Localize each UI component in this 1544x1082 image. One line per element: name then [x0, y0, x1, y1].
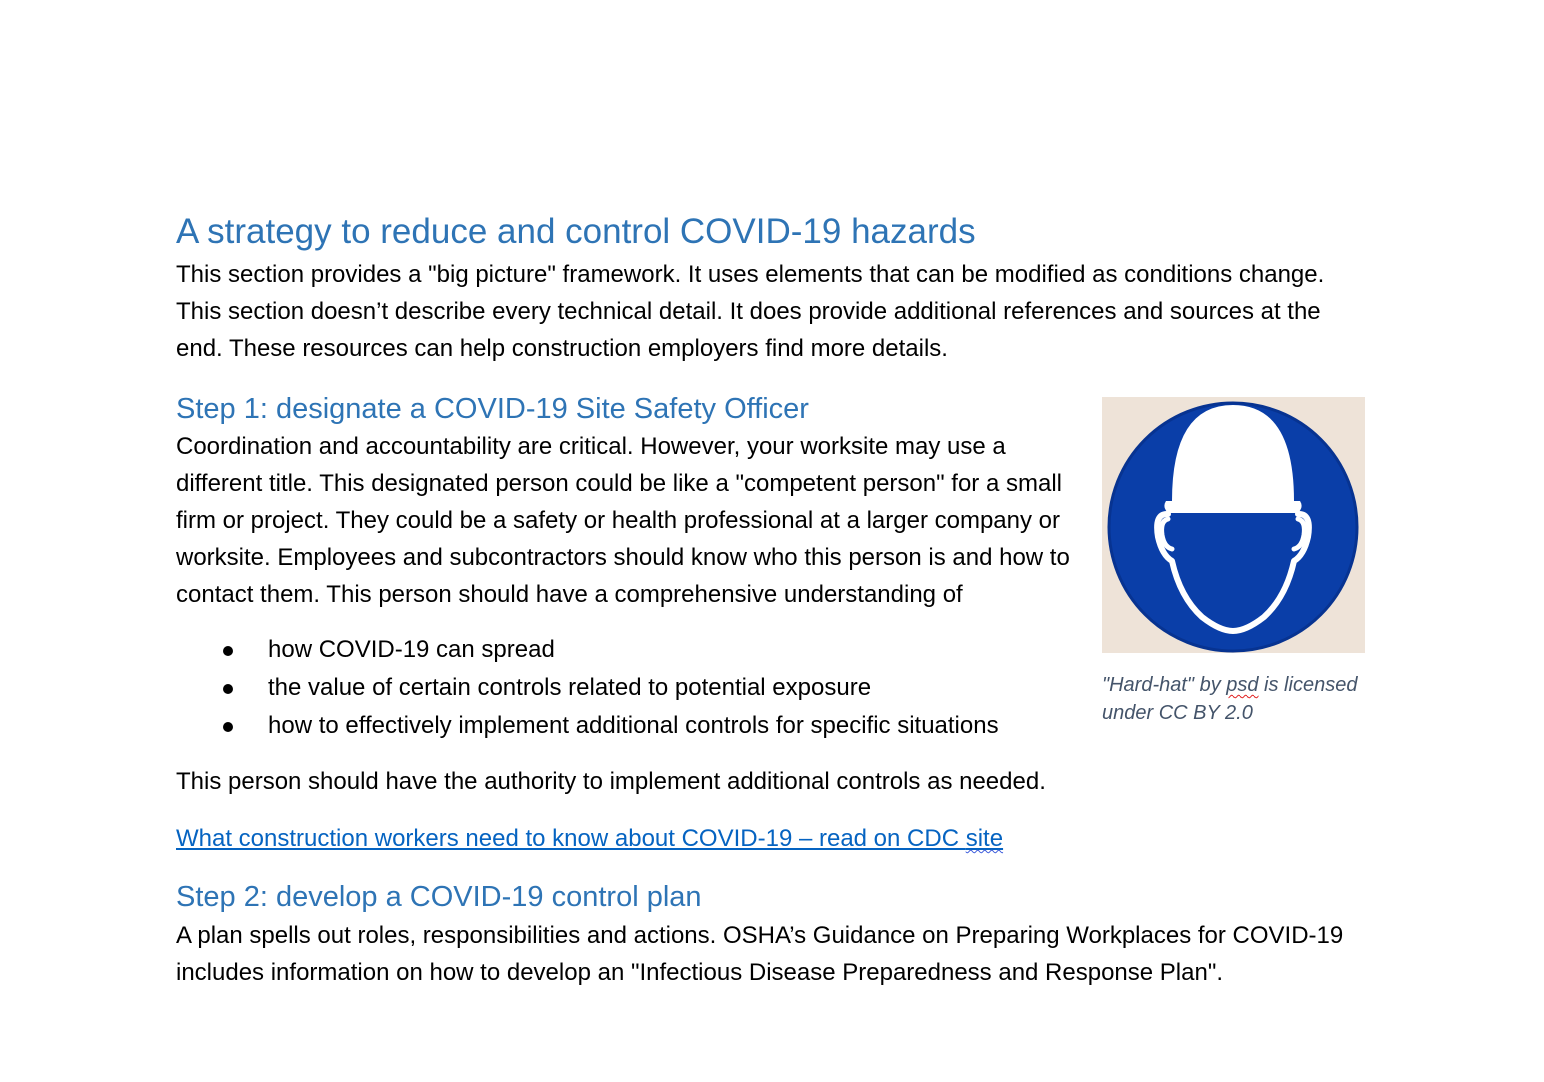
- cdc-link[interactable]: [176, 820, 1003, 857]
- caption-author: psd: [1226, 674, 1259, 696]
- bullet-icon: [223, 722, 233, 732]
- list-item-text: the value of certain controls related to potential exposure: [268, 674, 872, 701]
- authority-paragraph: This person should have the authority to implement additional controls as needed.: [176, 768, 1046, 795]
- caption-prefix: "Hard-hat" by: [1102, 674, 1227, 696]
- bullet-icon: [223, 684, 233, 694]
- figure-caption: [1102, 671, 1365, 727]
- list-item-text: how to effectively implement additional controls for specific situations: [268, 712, 999, 739]
- step1-paragraph: Coordination and accountability are critical. However, your worksite may use a different title. This designated person could be like a "competent person" for a small firm or project. They could be a safety or health professional at a larger company or worksite. Employees and subcontractors should know who this person is and how to contact them. This person should have a comprehensive understanding of: [176, 433, 1070, 608]
- step2-heading: Step 2: develop a COVID-19 control plan: [176, 881, 702, 913]
- figure: [1102, 397, 1365, 727]
- bullet-icon: [223, 646, 233, 656]
- intro-paragraph: This section provides a "big picture" framework. It uses elements that can be modified as conditions change. This section doesn’t describe every technical detail. It does provide additional references and sources at the end. These resources can help construction employers find more details.: [176, 261, 1325, 362]
- page-title: A strategy to reduce and control COVID-19 hazards: [176, 212, 976, 251]
- hard-hat-sign-icon: [1102, 397, 1365, 653]
- step2-paragraph: A plan spells out roles, responsibilities and actions. OSHA’s Guidance on Preparing Workplaces for COVID-19 includes information on how to develop an "Infectious Disease Preparedness and Response Plan".: [176, 922, 1344, 986]
- caption-suffix: is licensed under CC BY 2.0: [1102, 674, 1358, 724]
- list-item-text: how COVID-19 can spread: [268, 636, 555, 663]
- cdc-link-text-end: site: [965, 825, 1004, 852]
- cdc-link-text: What construction workers need to know about COVID-19 – read on CDC: [176, 825, 966, 852]
- step1-heading: Step 1: designate a COVID-19 Site Safety Officer: [176, 393, 809, 425]
